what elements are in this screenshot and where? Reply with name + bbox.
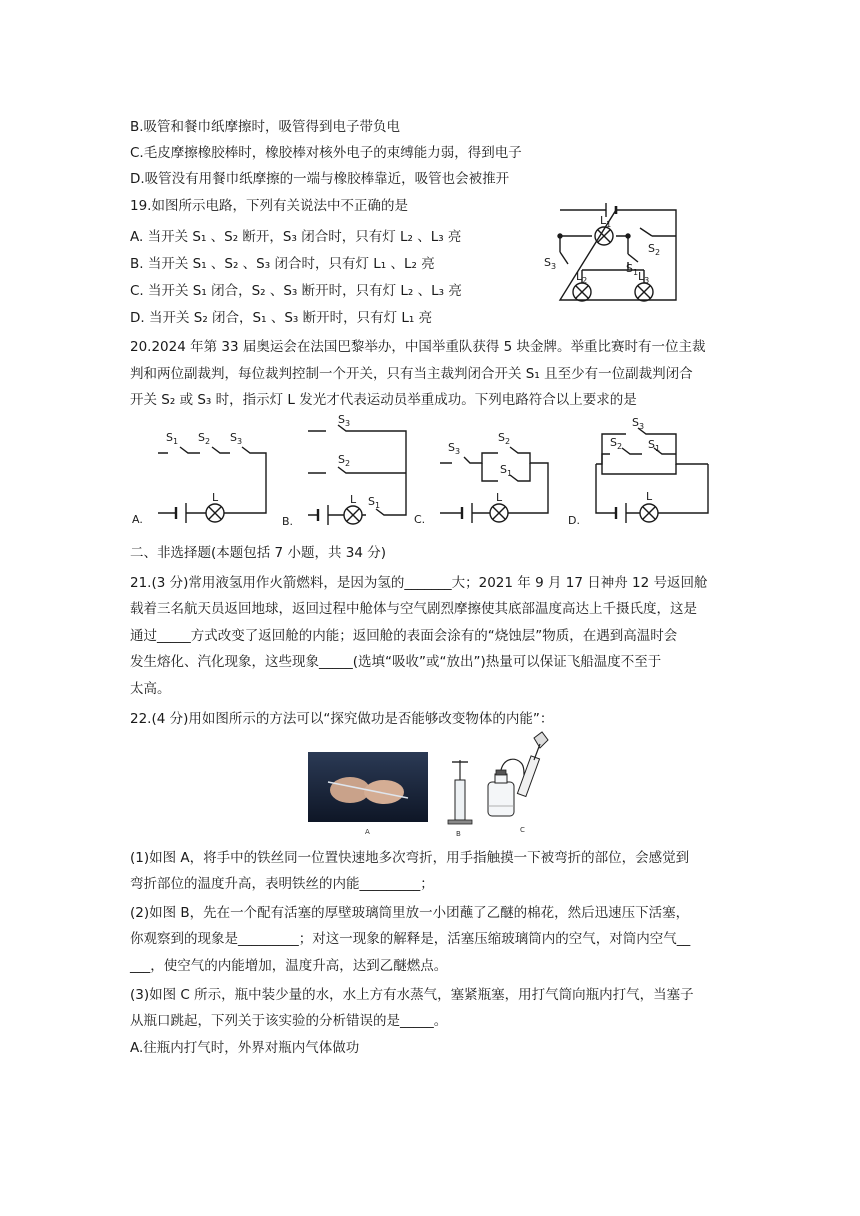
svg-text:L: L <box>212 491 219 504</box>
q21-line-2: 载着三名航天员返回地球，返回过程中舱体与空气剧烈摩擦使其底部温度高达上千摄氏度，这是 <box>130 601 697 617</box>
q19-stem: 19.如图所示电路，下列有关说法中不正确的是 <box>130 198 408 214</box>
q21-line-3: 通过_____方式改变了返回舱的内能；返回舱的表面会涂有的“烧蚀层”物质，在遇到高温时会 <box>130 628 678 644</box>
svg-text:S1: $S_1$ <box>626 262 639 277</box>
q22-figure-c-bottle-pump <box>482 730 562 838</box>
q21-line-1: 21.(3 分)常用液氢用作火箭燃料，是因为氢的_______大；2021 年 9 月 17 日神舟 12 号返回舱 <box>130 575 708 591</box>
svg-text:S3: $S_3$ <box>544 256 557 271</box>
q20-stem-line-1: 20.2024 年第 33 届奥运会在法国巴黎举办，中国举重队获得 5 块金牌。举重比赛时有一位主裁 <box>130 339 706 355</box>
svg-text:S1: $S_1$ <box>166 431 179 446</box>
q22-part1-line-1: (1)如图 A，将手中的铁丝同一位置快速地多次弯折，用手指触摸一下被弯折的部位，会感觉到 <box>130 850 690 866</box>
svg-text:S2: $S_2$ <box>610 436 623 451</box>
svg-text:S3: $S_3$ <box>230 431 243 446</box>
q19-option-a: A. 当开关 S₁ 、S₂ 断开，S₃ 闭合时，只有灯 L₂ 、L₃ 亮 <box>130 229 462 245</box>
svg-text:A.: A. <box>132 513 143 526</box>
svg-text:C.: C. <box>414 513 426 526</box>
q22-part2-line-1: (2)如图 B，先在一个配有活塞的厚壁玻璃筒里放一小团蘸了乙醚的棉花，然后迅速压下活塞， <box>130 905 690 921</box>
q22-stem: 22.(4 分)用如图所示的方法可以“探究做功是否能够改变物体的内能”： <box>130 711 554 727</box>
q22-part2-line-2: 你观察到的现象是_________；对这一现象的解释是，活塞压缩玻璃筒内的空气，对筒内空气__ <box>130 931 691 947</box>
svg-text:S2: $S_2$ <box>198 431 211 446</box>
q19-option-d: D. 当开关 S₂ 闭合，S₁ 、S₃ 断开时，只有灯 L₁ 亮 <box>130 310 433 326</box>
svg-text:B: B <box>456 830 461 838</box>
q22-part3-line-2: 从瓶口跳起，下列关于该实验的分析错误的是_____。 <box>130 1013 448 1029</box>
q22-figure-b-tube <box>440 758 480 838</box>
svg-text:D.: D. <box>568 514 580 527</box>
q20-circuit-c <box>412 425 562 530</box>
q19-circuit-diagram <box>540 200 690 310</box>
q21-line-4: 发生熔化、汽化现象，这些现象_____(选填“吸收”或“放出”)热量可以保证飞船温度不至于 <box>130 654 662 670</box>
q18-option-b: B.吸管和餐巾纸摩擦时，吸管得到电子带负电 <box>130 119 401 135</box>
section-2-heading: 二、非选择题(本题包括 7 小题，共 34 分) <box>130 545 386 561</box>
q21-line-5: 太高。 <box>130 681 171 697</box>
svg-text:C: C <box>520 826 525 834</box>
q20-circuit-a <box>128 425 278 530</box>
q18-option-d: D.吸管没有用餐巾纸摩擦的一端与橡胶棒靠近，吸管也会被推开 <box>130 171 510 187</box>
svg-text:L: L <box>496 491 503 504</box>
svg-text:B.: B. <box>282 515 294 528</box>
svg-text:S3: $S_3$ <box>448 441 461 456</box>
svg-text:S3: $S_3$ <box>338 415 351 428</box>
q19-option-c: C. 当开关 S₁ 闭合，S₂ 、S₃ 断开时，只有灯 L₂ 、L₃ 亮 <box>130 283 462 299</box>
svg-text:L1: $L_1$ <box>600 214 612 229</box>
q22-part2-line-3: ___，使空气的内能增加，温度升高，达到乙醚燃点。 <box>130 958 448 974</box>
q20-stem-line-2: 判和两位副裁判，每位裁判控制一个开关，只有当主裁判闭合开关 S₁ 且至少有一位副裁判闭合 <box>130 366 693 382</box>
q20-circuit-d <box>566 418 716 530</box>
svg-text:L2: $L_2$ <box>576 270 588 285</box>
svg-text:S3: $S_3$ <box>632 418 645 431</box>
q20-circuit-b <box>280 415 430 530</box>
svg-text:S1: $S_1$ <box>368 495 381 510</box>
svg-text:S2: $S_2$ <box>648 242 661 257</box>
svg-text:A: A <box>365 828 370 836</box>
q19-option-b: B. 当开关 S₁ 、S₂ 、S₃ 闭合时，只有灯 L₁ 、L₂ 亮 <box>130 256 435 272</box>
q22-part1-line-2: 弯折部位的温度升高，表明铁丝的内能_________； <box>130 876 434 892</box>
svg-text:S1: $S_1$ <box>500 463 513 478</box>
q18-option-c: C.毛皮摩擦橡胶棒时，橡胶棒对核外电子的束缚能力弱，得到电子 <box>130 145 522 161</box>
q22-part3-line-1: (3)如图 C 所示，瓶中装少量的水，水上方有水蒸气，塞紧瓶塞，用打气筒向瓶内打气，当塞子 <box>130 987 694 1003</box>
q20-stem-line-3: 开关 S₂ 或 S₃ 时，指示灯 L 发光才代表运动员举重成功。下列电路符合以上要求的是 <box>130 392 637 408</box>
svg-text:L: L <box>646 490 653 503</box>
q22-part3-option-a: A.往瓶内打气时，外界对瓶内气体做功 <box>130 1040 360 1056</box>
svg-text:S1: $S_1$ <box>648 438 661 453</box>
q22-figure-a-photo <box>308 752 428 836</box>
svg-text:S2: $S_2$ <box>338 453 351 468</box>
svg-text:S2: $S_2$ <box>498 431 511 446</box>
svg-text:L3: $L_3$ <box>638 270 650 285</box>
svg-text:L: L <box>350 493 357 506</box>
